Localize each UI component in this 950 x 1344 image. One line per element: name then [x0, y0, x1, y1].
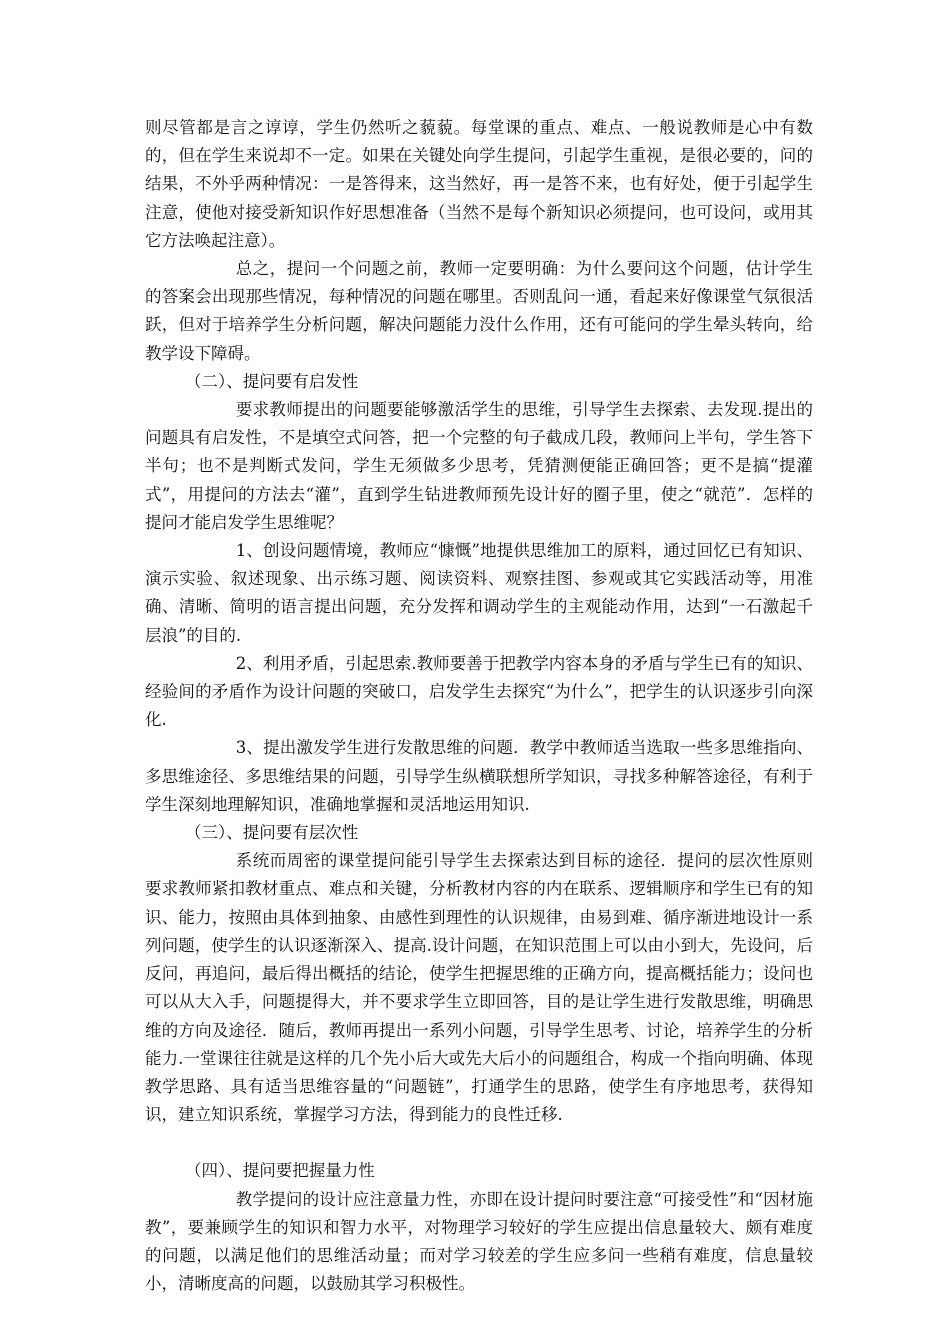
paragraph-heuristic: 要求教师提出的问题要能够激活学生的思维，引导学生去探索、去发现.提出的问题具有启发性，不是填空式问答，把一个完整的句子截成几段，教师问上半句，学生答下半句；也不是判断式发问，学生无须做多少思考，凭猜测便能正确回答；更不是搞“提灌式”，用提问的方法去“灌”，直到学生钻进教师预先设计好的圈子里，使之“就范”．怎样的提问才能启发学生思维呢？: [145, 400, 813, 532]
paragraph-spacer: [145, 1129, 813, 1157]
paragraph-continuation: 则尽管都是言之谆谆，学生仍然听之藐藐。每堂课的重点、难点、一般说教师是心中有数的，但在学生来说却不一定。如果在关键处向学生提问，引起学生重视，是很必要的，问的结果，不外乎两种情况：一是答得来，这当然好，再一是答不来，也有好处，便于引起学生注意，使他对接受新知识作好思想准备（当然不是每个新知识必须提问，也可设问，或用其它方法唤起注意）。: [145, 118, 813, 250]
section-heading-3: （三）、提问要有层次性: [185, 823, 359, 843]
paragraph-hierarchy: 系统而周密的课堂提问能引导学生去探索达到目标的途径．提问的层次性原则要求教师紧扣教材重点、难点和关键，分析教材内容的内在联系、逻辑顺序和学生已有的知识、能力，按照由具体到抽象、由感性到理性的认识规律，由易到难、循序渐进地设计一系列问题，使学生的认识逐渐深入、提高.设计问题，在知识范围上可以由小到大，先设问，后反问，再追问，最后得出概括的结论，使学生把握思维的正确方向，提高概括能力；设问也可以从大入手，问题提得大，并不要求学生立即回答，目的是让学生进行发散思维，明确思维的方向及途径．随后，教师再提出一系列小问题，引导学生思考、讨论，培养学生的分析能力.一堂课往往就是这样的几个先小后大或先大后小的问题组合，构成一个指向明确、体现教学思路、具有适当思维容量的“问题链”，打通学生的思路，使学生有序地思考，获得知识，建立知识系统，掌握学习方法，得到能力的良性迁移.: [145, 851, 813, 1125]
section-heading-4: （四）、提问要把握量力性: [185, 1161, 375, 1181]
paragraph-summary: 总之，提问一个问题之前，教师一定要明确：为什么要问这个问题，估计学生的答案会出现那些情况，每种情况的问题在哪里。否则乱问一通，看起来好像课堂气氛很活跃，但对于培养学生分析问题，解决问题能力没什么作用，还有可能问的学生晕头转向，给教学设下障碍。: [145, 259, 813, 363]
paragraph-point-2: 2、利用矛盾，引起思索.教师要善于把教学内容本身的矛盾与学生已有的知识、经验间的矛盾作为设计问题的突破口，启发学生去探究“为什么”，把学生的认识逐步引向深化.: [145, 653, 813, 730]
paragraph-point-3: 3、提出激发学生进行发散思维的问题．教学中教师适当选取一些多思维指向、多思维途径、多思维结果的问题，引导学生纵横联想所学知识，寻找多种解答途径，有利于学生深刻地理解知识，准确地掌握和灵活地运用知识.: [145, 738, 813, 814]
paragraph-capacity: 教学提问的设计应注意量力性，亦即在设计提问时要注意“可接受性”和“因材施教”，要兼顾学生的知识和智力水平，对物理学习较好的学生应提出信息量较大、颇有难度的问题，以满足他们的思维活动量；而对学习较差的学生应多问一些稍有难度，信息量较小，清晰度高的问题，以鼓励其学习积极性。: [145, 1189, 813, 1294]
document-page: [145, 114, 813, 1298]
paragraph-point-1: 1、创设问题情境，教师应“慷慨”地提供思维加工的原料，通过回忆已有知识、演示实验、叙述现象、出示练习题、阅读资料、观察挂图、参观或其它实践活动等，用准确、清晰、简明的语言提出问题，充分发挥和调动学生的主观能动作用，达到“一石激起千层浪”的目的.: [145, 541, 813, 645]
section-heading-2: （二）、提问要有启发性: [185, 371, 359, 391]
